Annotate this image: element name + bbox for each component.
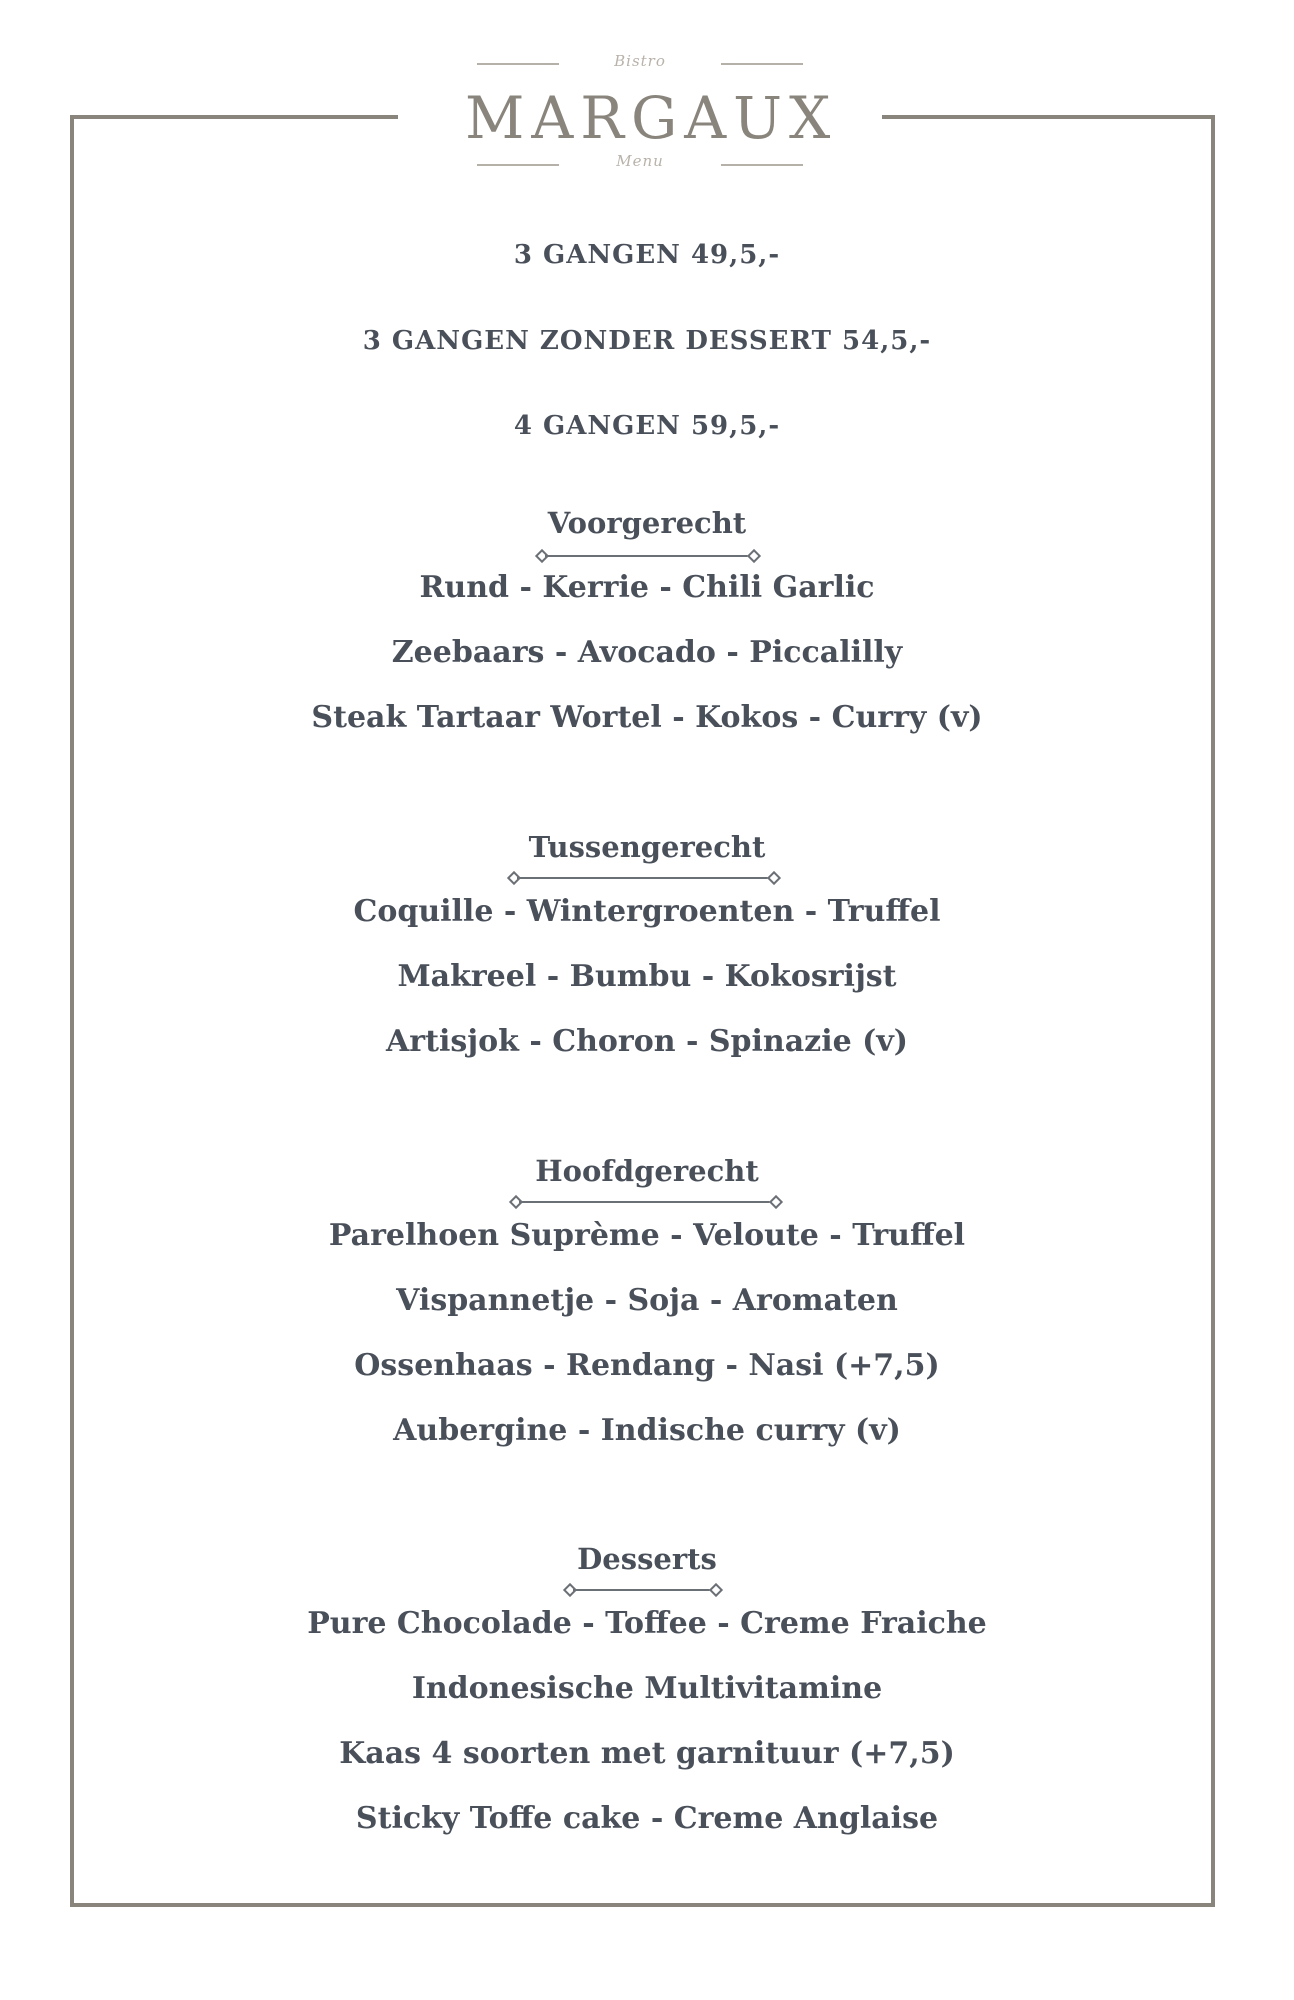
dish-item: Kaas 4 soorten met garnituur (+7,5): [339, 1736, 955, 1771]
section-title-desserts: Desserts: [577, 1542, 717, 1576]
dish-item: Coquille - Wintergroenten - Truffel: [353, 894, 941, 929]
dish-item: Vispannetje - Soja - Aromaten: [396, 1283, 898, 1318]
dish-item: Sticky Toffe cake - Creme Anglaise: [355, 1801, 939, 1836]
section-divider: [511, 1197, 781, 1207]
logo-bistro: Bistro: [614, 52, 666, 70]
dish-item: Rund - Kerrie - Chili Garlic: [419, 570, 875, 605]
dish-item: Parelhoen Suprème - Veloute - Truffel: [328, 1218, 966, 1253]
section-divider: [537, 551, 759, 561]
logo-menu: Menu: [616, 152, 664, 170]
section-title-tussengerecht: Tussengerecht: [528, 830, 766, 864]
dish-item: Makreel - Bumbu - Kokosrijst: [397, 959, 897, 994]
section-title-voorgerecht: Voorgerecht: [547, 506, 747, 540]
price-3-gangen-zonder-dessert: 3 GANGEN ZONDER DESSERT 54,5,-: [362, 326, 932, 356]
section-divider: [509, 873, 779, 883]
price-4-gangen: 4 GANGEN 59,5,-: [513, 411, 781, 441]
dish-item: Zeebaars - Avocado - Piccalilly: [391, 635, 903, 670]
logo: [465, 48, 838, 173]
dish-item: Aubergine - Indische curry (v): [393, 1413, 901, 1448]
section-title-hoofdgerecht: Hoofdgerecht: [535, 1154, 759, 1188]
logo-name: MARGAUX: [465, 84, 838, 152]
dish-item: Ossenhaas - Rendang - Nasi (+7,5): [354, 1348, 940, 1383]
dish-item: Indonesische Multivitamine: [411, 1671, 883, 1706]
section-divider: [565, 1585, 721, 1595]
dish-item: Steak Tartaar Wortel - Kokos - Curry (v): [311, 700, 983, 735]
dish-item: Pure Chocolade - Toffee - Creme Fraiche: [307, 1606, 987, 1641]
price-3-gangen: 3 GANGEN 49,5,-: [513, 240, 781, 270]
dish-item: Artisjok - Choron - Spinazie (v): [386, 1024, 908, 1059]
